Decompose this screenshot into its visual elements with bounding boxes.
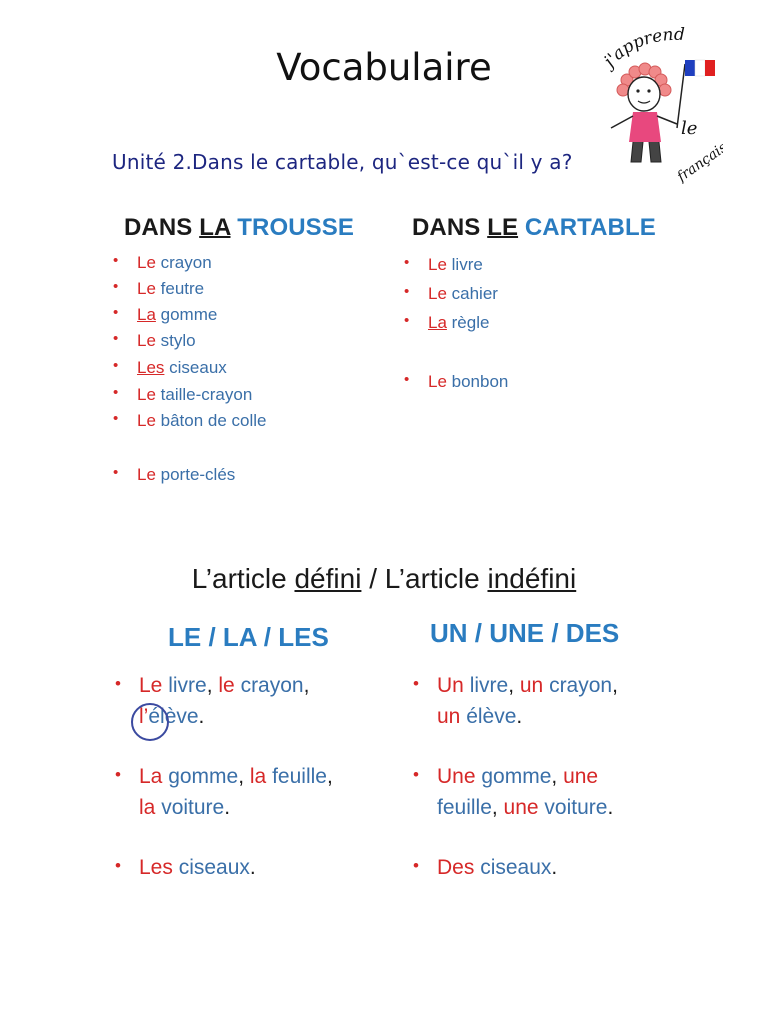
example-segment: , — [206, 674, 219, 697]
example-segment: la — [139, 796, 156, 819]
example-line — [139, 852, 256, 883]
svg-text:j'apprends: j'apprend — [599, 24, 686, 72]
bullet-icon: • — [113, 357, 119, 374]
example-segment: voiture — [538, 796, 608, 819]
item-word: stylo — [155, 331, 196, 350]
example-segment: , — [238, 765, 250, 788]
example-segment: , — [612, 674, 618, 697]
bullet-icon: • — [113, 330, 119, 347]
bullet-icon: • — [413, 856, 419, 875]
example-segment: , — [508, 674, 520, 697]
heading-noun: TROUSSE — [237, 214, 354, 241]
bullet-icon: • — [113, 410, 119, 427]
japprends-logo — [597, 24, 723, 184]
list-item — [113, 384, 253, 405]
item-article: Le — [428, 284, 447, 303]
unit-subtitle: Unité 2.Dans le cartable, qu`est-ce qu`il y a? — [112, 150, 573, 174]
example-line — [437, 701, 522, 732]
example-segment: gomme — [162, 765, 239, 788]
example-line — [437, 761, 598, 792]
example-segment: . — [198, 705, 205, 728]
item-article: Le — [137, 411, 156, 430]
heading-dans: DANS — [124, 214, 193, 241]
example-segment: feuille — [266, 765, 327, 788]
example-line — [437, 670, 618, 701]
girl-with-french-flag-icon — [597, 24, 723, 184]
example-segment: un — [519, 674, 544, 697]
item-article: Les — [137, 358, 165, 377]
bullet-icon: • — [113, 464, 119, 481]
list-item — [404, 283, 498, 304]
bullet-icon: • — [113, 304, 119, 321]
item-word: règle — [446, 313, 490, 332]
articles-title-part: L’article — [191, 563, 295, 594]
example-line — [139, 792, 230, 823]
example-segment: Des — [437, 856, 475, 879]
example-segment: , — [491, 796, 504, 819]
item-article: Le — [137, 385, 156, 404]
articles-title-indefini: indéfini — [487, 563, 577, 594]
bullet-icon: • — [115, 674, 121, 693]
example-segment: . — [607, 796, 614, 819]
example-segment: gomme — [475, 765, 552, 788]
list-item — [113, 304, 218, 325]
example-segment: . — [551, 856, 558, 879]
bullet-icon: • — [404, 371, 410, 388]
bullet-icon: • — [115, 856, 121, 875]
example-segment: Un — [437, 674, 464, 697]
bullet-icon: • — [413, 674, 419, 693]
bullet-icon: • — [404, 283, 410, 300]
heading-noun: CARTABLE — [524, 214, 656, 241]
example-line — [139, 670, 309, 701]
example-segment: , — [303, 674, 310, 697]
item-article: Le — [137, 279, 156, 298]
item-article: Le — [428, 255, 447, 274]
list-item — [404, 312, 490, 333]
example-segment: livre — [463, 674, 509, 697]
item-article: La — [428, 313, 447, 332]
item-word: gomme — [155, 305, 218, 324]
heading-indefini: UN / UNE / DES — [430, 618, 620, 648]
example-segment: l’ — [139, 705, 149, 728]
example-segment: . — [249, 856, 256, 879]
page-title: Vocabulaire — [276, 46, 492, 89]
item-word: cahier — [446, 284, 498, 303]
example-segment: Le — [139, 674, 163, 697]
example-segment: un — [437, 705, 461, 728]
circle-annotation — [131, 703, 169, 741]
list-item — [113, 330, 196, 351]
item-word: livre — [446, 255, 483, 274]
example-segment: le — [218, 674, 235, 697]
bullet-icon: • — [113, 252, 119, 269]
list-item — [404, 371, 509, 392]
svg-text:français: français — [674, 139, 723, 184]
list-item — [404, 254, 483, 275]
list-item — [113, 278, 205, 299]
item-word: bâton de colle — [155, 411, 267, 430]
bullet-icon: • — [404, 254, 410, 271]
example-line — [139, 761, 333, 792]
list-item — [113, 357, 227, 378]
item-article: La — [137, 305, 156, 324]
item-article: Le — [137, 253, 156, 272]
item-article: Le — [137, 465, 156, 484]
bullet-icon: • — [404, 312, 410, 329]
example-segment: Une — [437, 765, 476, 788]
example-segment: . — [516, 705, 523, 728]
list-item — [113, 410, 267, 431]
bullet-icon: • — [413, 765, 419, 784]
example-segment: , — [551, 765, 564, 788]
example-segment: élève — [148, 705, 199, 728]
example-segment: crayon — [234, 674, 304, 697]
list-item — [113, 464, 236, 485]
example-segment: ciseaux — [474, 856, 552, 879]
example-segment: ciseaux — [172, 856, 250, 879]
item-article: Le — [137, 331, 156, 350]
item-word: ciseaux — [164, 358, 227, 377]
heading-trousse — [124, 214, 354, 242]
example-segment: une — [563, 765, 599, 788]
item-word: taille-crayon — [155, 385, 253, 404]
example-segment: une — [503, 796, 539, 819]
articles-title-part: / L’article — [361, 563, 488, 594]
heading-cartable — [412, 214, 656, 242]
bullet-icon: • — [113, 278, 119, 295]
articles-title — [0, 563, 768, 595]
item-word: bonbon — [446, 372, 509, 391]
example-segment: Les — [139, 856, 173, 879]
item-article: Le — [428, 372, 447, 391]
item-word: porte-clés — [155, 465, 236, 484]
heading-dans: DANS — [412, 214, 481, 241]
heading-article: LE — [487, 214, 519, 241]
example-segment: feuille — [437, 796, 492, 819]
svg-text:le: le — [681, 118, 698, 139]
item-word: crayon — [155, 253, 212, 272]
example-segment: la — [249, 765, 267, 788]
example-segment: crayon — [543, 674, 613, 697]
list-item — [113, 252, 212, 273]
item-word: feutre — [155, 279, 205, 298]
example-segment: voiture — [155, 796, 225, 819]
heading-article: LA — [199, 214, 231, 241]
example-line — [437, 852, 557, 883]
example-segment: La — [139, 765, 163, 788]
heading-defini: LE / LA / LES — [168, 622, 329, 652]
example-segment: livre — [162, 674, 207, 697]
example-segment: élève — [460, 705, 517, 728]
bullet-icon: • — [113, 384, 119, 401]
example-line — [437, 792, 613, 823]
bullet-icon: • — [115, 765, 121, 784]
example-segment: , — [326, 765, 333, 788]
articles-title-defini: défini — [294, 563, 362, 594]
example-segment: . — [224, 796, 231, 819]
